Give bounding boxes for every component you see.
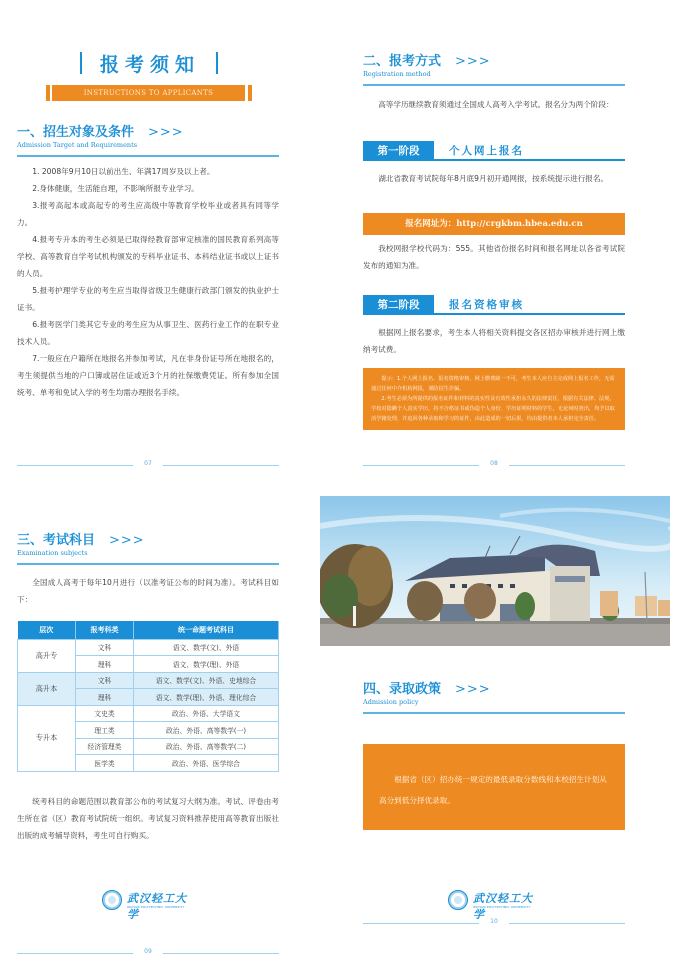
arrows-icon: >>> [455,54,491,69]
stage-name: 报名资格审核 [449,299,524,311]
category-cell: 医学类 [76,755,134,772]
requirement-item: 7.一般应在户籍所在地报名并参加考试，凡在非身份证号所在地报名的，考生须提供当地的户口簿或居住证或近3个月的社保缴费凭证。所有参加全国统考、单考和免试入学的考生均需办理报名手续。 [17,354,279,397]
school-code-note [363,240,625,274]
section-subtitle: Examination subjects [17,549,88,557]
campus-building-photo [320,496,670,646]
column-header: 统一命题考试科目 [134,621,279,639]
university-seal-icon [448,890,468,910]
level-cell: 高升本 [18,672,76,705]
table-header-row [18,621,279,639]
intro-text: 高等学历继续教育须通过全国成人高考入学考试。报名分为两个阶段： [378,100,614,109]
stage-tag: 第二阶段 [363,295,434,315]
subjects-cell: 政治、外语、大学语文 [134,705,279,722]
page-07 [0,0,345,485]
requirement-item: 6.报考医学门类其它专业的考生应为从事卫生、医药行业工作的在职专业技术人员。 [17,320,279,346]
footer-line [163,465,279,466]
footer-line [163,953,279,954]
stage-text: 根据网上报名要求，考生本人将相关资料提交各区招办审核并进行网上缴纳考试费。 [363,328,625,354]
page-number: 10 [490,918,498,925]
table-row [18,705,279,722]
subjects-cell: 语文、数学(理)、外语、理化综合 [134,689,279,706]
section-divider [17,563,279,565]
title-bar-right [216,52,218,74]
section-title: 一、招生对象及条件 [17,125,135,140]
page-footer [17,948,279,958]
column-header: 层次 [18,621,76,639]
subjects-cell: 政治、外语、高等数学(二) [134,738,279,755]
section-subtitle: Admission Target and Requirements [17,141,138,149]
page-09 [0,485,345,970]
category-cell: 文科 [76,672,134,689]
section-title: 四、录取政策 [363,682,442,697]
section-header-exam-subjects [17,529,279,565]
subjects-cell: 政治、外语、高等数学(一) [134,722,279,739]
intro-text: 全国成人高考于每年10月进行（以准考证公布的时间为准）。考试科目如下： [17,578,279,604]
outro-text: 统考科目的命题范围以教育部公布的考试复习大纲为准。考试、评卷由考生所在省（区）教育考试院统一组织。考试复习资料推荐使用高等教育出版社出版的成考辅导资料，考生可自行购买。 [17,797,279,840]
registration-intro [363,96,625,113]
section-divider [363,712,625,714]
requirement-item: 1. 2008年9月10日以前出生、年满17周岁及以上者。 [32,167,215,176]
exam-outro [17,793,279,844]
university-logo [102,890,198,921]
arrows-icon: >>> [148,125,184,140]
page-10 [346,485,691,970]
section-divider [363,84,625,86]
subjects-cell: 政治、外语、医学综合 [134,755,279,772]
page-footer [17,460,279,470]
tips-box [363,368,625,430]
page-number: 07 [144,460,152,467]
stage-1-header [363,141,625,161]
stage-1-text [363,170,625,187]
section-subtitle: Registration method [363,70,431,78]
logo-name-cn: 武汉轻工大学 [473,892,533,921]
section-title: 二、报考方式 [363,54,442,69]
category-cell: 理科 [76,656,134,673]
page-08 [346,0,691,485]
category-cell: 文科 [76,639,134,656]
exam-subjects-table [17,621,279,772]
page-footer [363,460,625,470]
requirement-item: 3.报考高起本或高起专的考生应高级中等教育学校毕业或者具有同等学力。 [17,201,279,227]
stage-tag: 第一阶段 [363,141,434,161]
requirement-item: 2.身体健康，生活能自理，不影响所报专业学习。 [32,184,199,193]
stage-2-header [363,295,625,315]
logo-name-en: WUHAN POLYTECHNIC UNIVERSITY [127,905,185,909]
footer-line [509,923,625,924]
exam-intro [17,574,279,608]
page-number: 09 [144,948,152,955]
stage-2-text [363,324,625,358]
level-cell: 专升本 [18,705,76,771]
university-logo [448,890,544,921]
category-cell: 文史类 [76,705,134,722]
policy-text: 根据省（区）招办统一规定的最低录取分数线和本校招生计划从高分到低分择优录取。 [379,775,607,805]
tip-item: 2.考生必须为所提供的报名证件和材料的真实性及有效性承担永久的法律责任，根据有关法律、法规，学校对隐瞒个人真实学历，持不合格证书或伪造个人身份、学历证明材料的学生，无论何时查出，均予以取消学籍处理，并追回各种录取和学习的证件，由此造成的一切后果，均由提供者本人承担完全责任。 [371,396,615,422]
page-main-title: 报考须知 [99,54,200,76]
subjects-cell: 语文、数学(理)、外语 [134,656,279,673]
category-cell: 理科 [76,689,134,706]
logo-name-en: WUHAN POLYTECHNIC UNIVERSITY [473,905,531,909]
registration-url-box[interactable]: 报名网址为：http://crgkbm.hbea.edu.cn [363,213,625,235]
page-footer [363,918,625,928]
tip-item: 提示：1.个人网上报名、报名资格审核、网上缴费缺一不可，考生本人应自主完成网上报名工作，无需通过任何中介机构网报，谨防招生诈骗。 [371,376,615,392]
arrows-icon: >>> [455,682,491,697]
banner-tick-left [46,85,50,101]
stage-text: 湖北省教育考试院每年8月底9月初开通网报，按系统提示进行报名。 [378,174,609,183]
page-number: 08 [490,460,498,467]
banner-instructions: INSTRUCTIONS TO APPLICANTS [52,85,245,101]
section-header-admission-target [17,121,279,157]
subjects-cell: 语文、数学(文)、外语 [134,639,279,656]
admission-policy-box [363,744,625,830]
note-text: 我校网报学校代码为：555。其他省份报名时间和报名网址以各省考试院发布的通知为准。 [363,244,625,270]
section-subtitle: Admission policy [363,698,419,706]
section-header-registration [363,50,625,86]
arrows-icon: >>> [109,533,145,548]
column-header: 报考科类 [76,621,134,639]
university-seal-icon [102,890,122,910]
category-cell: 理工类 [76,722,134,739]
requirement-item: 5.报考护理学专业的考生应当取得省级卫生健康行政部门颁发的执业护士证书。 [17,286,279,312]
table-row [18,639,279,656]
subjects-cell: 语文、数学(文)、外语、史地综合 [134,672,279,689]
category-cell: 经济管理类 [76,738,134,755]
section-divider [17,155,279,157]
section-header-admission-policy [363,678,625,714]
requirements-list [17,163,279,401]
stage-name: 个人网上报名 [449,145,524,157]
logo-name-cn: 武汉轻工大学 [127,892,187,921]
requirement-item: 4.报考专升本的考生必须是已取得经教育部审定核准的国民教育系列高等学校、高等教育自学考试机构颁发的专科毕业证书、本科结业证书或以上证书的人员。 [17,235,279,278]
footer-line [509,465,625,466]
table-row [18,672,279,689]
section-title: 三、考试科目 [17,533,96,548]
banner-tick-right [248,85,252,101]
level-cell: 高升专 [18,639,76,672]
